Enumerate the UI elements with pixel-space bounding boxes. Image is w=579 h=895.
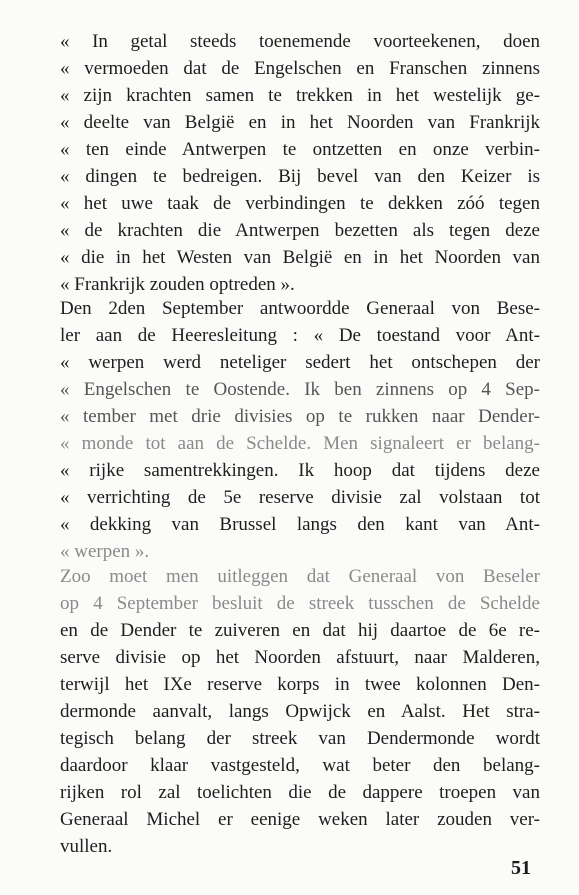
text-line: « werpen ». xyxy=(60,541,150,562)
text-line: en de Dender te zuiveren en dat hij daartoe de 6e re- xyxy=(60,620,540,641)
text-line: « deelte van België en in het Noorden van Frankrijk xyxy=(60,112,540,133)
text-line: « werpen werd neteliger sedert het ontschepen der xyxy=(60,352,540,373)
text-line: Zoo moet men uitleggen dat Generaal von Beseler xyxy=(60,566,540,587)
text-line: « In getal steeds toenemende voorteekenen, doen xyxy=(60,31,540,52)
text-line: terwijl het IXe reserve korps in twee kolonnen Den- xyxy=(60,674,540,695)
text-line: « Engelschen te Oostende. Ik ben zinnens op 4 Sep- xyxy=(60,379,540,400)
text-line: « Frankrijk zouden optreden ». xyxy=(60,274,295,295)
text-line: op 4 September besluit de streek tusschen de Schelde xyxy=(60,593,540,614)
text-line: « monde tot aan de Schelde. Men signaleert er belang- xyxy=(60,433,540,454)
text-line: tegisch belang der streek van Dendermonde wordt xyxy=(60,728,540,749)
text-line: dermonde aanvalt, langs Opwijck en Aalst. Het stra- xyxy=(60,701,540,722)
text-line: vullen. xyxy=(60,836,113,857)
text-line: « zijn krachten samen te trekken in het westelijk ge- xyxy=(60,85,540,106)
text-line: daardoor klaar vastgesteld, wat beter den belang- xyxy=(60,755,540,776)
text-line: « ten einde Antwerpen te ontzetten en onze verbin- xyxy=(60,139,540,160)
text-line: « dingen te bedreigen. Bij bevel van den Keizer is xyxy=(60,166,540,187)
text-line: Generaal Michel er eenige weken later zouden ver- xyxy=(60,809,540,830)
text-line: ler aan de Heeresleitung : « De toestand voor Ant- xyxy=(60,325,540,346)
text-line: serve divisie op het Noorden afstuurt, naar Malderen, xyxy=(60,647,540,668)
text-line: rijken rol zal toelichten die de dappere troepen van xyxy=(60,782,540,803)
text-line: « verrichting de 5e reserve divisie zal volstaan tot xyxy=(60,487,540,508)
text-line: « vermoeden dat de Engelschen en Franschen zinnens xyxy=(60,58,540,79)
text-line: Den 2den September antwoordde Generaal von Bese- xyxy=(60,298,540,319)
text-line: « de krachten die Antwerpen bezetten als tegen deze xyxy=(60,220,540,241)
page-number: 51 xyxy=(511,857,531,879)
text-line: « tember met drie divisies op te rukken naar Dender- xyxy=(60,406,540,427)
text-line: « rijke samentrekkingen. Ik hoop dat tijdens deze xyxy=(60,460,540,481)
text-line: « dekking van Brussel langs den kant van Ant- xyxy=(60,514,540,535)
text-line: « het uwe taak de verbindingen te dekken zóó tegen xyxy=(60,193,540,214)
text-line: « die in het Westen van België en in het Noorden van xyxy=(60,247,540,268)
